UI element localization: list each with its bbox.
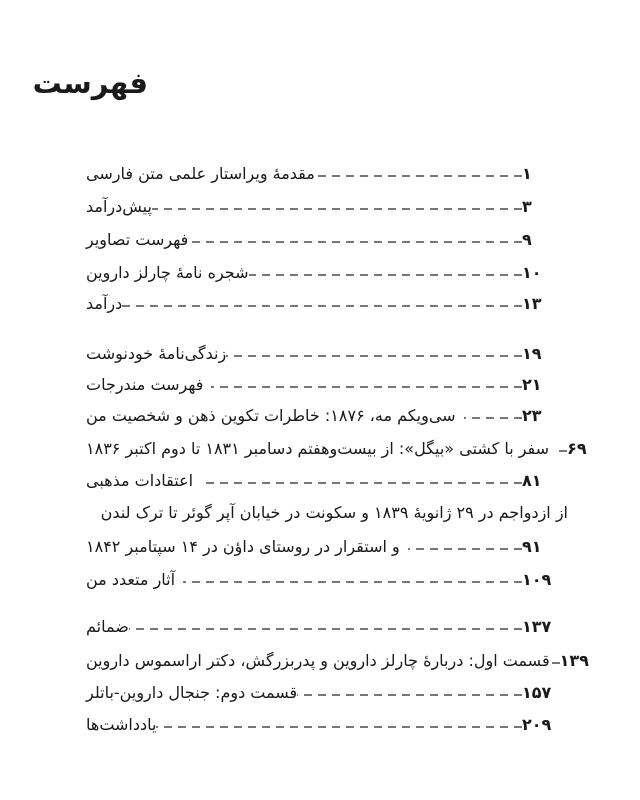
toc-page-number: ۱۳۷ (522, 616, 552, 636)
toc-page-number: ۱۹ (522, 343, 542, 363)
toc-entry-may-31-1876[interactable] (78, 400, 568, 430)
toc-entry-appendices[interactable] (78, 611, 568, 641)
dot-leader (201, 482, 522, 484)
toc-entry-label: ضمائم (86, 616, 129, 636)
toc-page-number: ۲۱ (522, 374, 542, 394)
dot-leader (226, 355, 522, 357)
toc-entry-contents-list[interactable] (78, 369, 568, 399)
toc-entry-notes[interactable] (78, 709, 568, 739)
toc-entry-label: قسمت اول: دربارهٔ چارلز داروین و پدربزرگش، دکتر اراسموس داروین (86, 650, 550, 670)
toc-page-number: ۶۹ (567, 438, 587, 458)
dot-leader (122, 305, 522, 307)
toc-entry-introduction[interactable] (78, 288, 568, 318)
toc-page-number: ۱۰۹ (522, 569, 552, 589)
toc-entry-part-two[interactable] (78, 677, 568, 707)
dot-leader (249, 274, 522, 276)
dot-leader (464, 417, 522, 419)
toc-entry-prelude[interactable] (78, 191, 568, 221)
toc-entry-label: فهرست مندرجات (86, 374, 204, 394)
toc-page-number: ۱۳۹ (559, 650, 589, 670)
toc-entry-label: فهرست تصاویر (86, 229, 189, 249)
toc-entry-label: مقدمهٔ ویراستار علمی متن فارسی (86, 163, 315, 183)
dot-leader (183, 581, 522, 583)
toc-page-number: ۱۰ (522, 262, 542, 282)
toc-page-number: ۲۳ (522, 405, 542, 425)
toc-entry-label: آثار متعدد من (86, 569, 176, 589)
toc-entry-label: پیش‌درآمد (86, 196, 152, 216)
page-title: فهرست (32, 66, 148, 100)
toc-page-number: ۱۵۷ (522, 682, 552, 702)
dot-leader (152, 208, 522, 210)
toc-entry-label: یادداشت‌ها (86, 714, 157, 734)
dot-leader (315, 175, 522, 177)
toc-entry-label: درآمد (86, 293, 123, 313)
toc-entry-label: سفر با کشتی «بیگل»: از بیست‌وهفتم دسامبر ۱۸۳۱ تا دوم اکتبر ۱۸۳۶ (86, 438, 550, 458)
dot-leader (550, 662, 560, 664)
toc-entry-autobiography[interactable] (78, 338, 568, 368)
toc-entry-my-works[interactable] (78, 564, 568, 594)
dot-leader (211, 386, 522, 388)
toc-entry-family-tree[interactable] (78, 257, 568, 287)
toc-entry-label: سی‌ویکم مه، ۱۸۷۶: خاطرات تکوین ذهن و شخصیت من (86, 405, 456, 425)
dot-leader (129, 628, 522, 630)
dot-leader (188, 241, 522, 243)
toc-entry-label: و استقرار در روستای داؤن در ۱۴ سپتامبر ۱۸۴۲ (86, 536, 400, 556)
dot-leader (156, 726, 522, 728)
toc-page-number: ۹ (522, 229, 532, 249)
dot-leader (297, 694, 522, 696)
dot-leader (557, 450, 567, 452)
toc-entry-religious-beliefs[interactable] (78, 465, 568, 495)
toc-entry-beagle-voyage[interactable] (78, 433, 587, 463)
toc-entry-marriage-line-1[interactable]: از ازدواجم در ۲۹ ژانویهٔ ۱۸۳۹ و سکونت در خیابان آپر گوئر تا ترک لندن (100, 503, 568, 522)
toc-page-number: ۹۱ (522, 536, 542, 556)
toc-page-number: ۸۱ (522, 470, 542, 490)
dot-leader (408, 548, 522, 550)
toc-entry-label: زندگی‌نامهٔ خودنوشت (86, 343, 227, 363)
toc-entry-label: قسمت دوم: جنجال داروین-باتلر (86, 682, 298, 702)
toc-page-number: ۳ (522, 196, 532, 216)
toc-page-number: ۱۳ (522, 293, 542, 313)
toc-entry-editor-preface[interactable] (78, 158, 568, 188)
toc-entry-part-one[interactable] (78, 645, 589, 675)
toc-entry-list-of-figures[interactable] (78, 224, 568, 254)
toc-entry-marriage-line-2[interactable] (78, 531, 568, 561)
toc-page-number: ۲۰۹ (522, 714, 552, 734)
toc-entry-label: اعتقادات مذهبی (86, 470, 194, 490)
toc-entry-label: شجره نامهٔ چارلز داروین (86, 262, 249, 282)
toc-page-number: ۱ (522, 163, 532, 183)
